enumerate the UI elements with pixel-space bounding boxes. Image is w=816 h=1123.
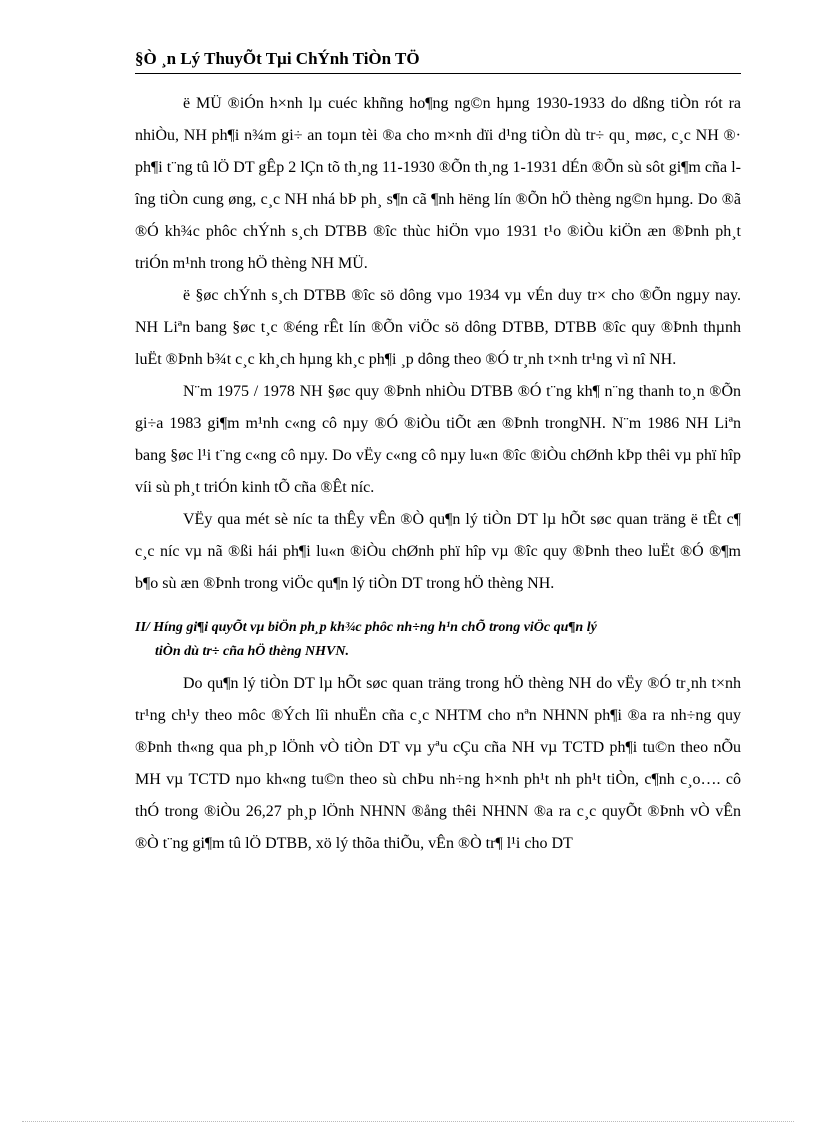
section-heading-ii [135,616,741,664]
paragraph-germany: ë §øc chÝnh s¸ch DTBB ®îc sö dông vµo 1934 vµ vÉn duy tr× cho ®Õn ngµy nay. NH Liªn bang §øc t¸c ®éng rÊt lín ®Õn viÖc sö dông DTBB, DTBB ®îc quy ®Þnh thµnh luËt ®Þnh b¾t c¸c kh¸ch hµng kh¸c ph¶i ¸p dông theo ®Ó tr¸nh t×nh tr¹ng vì nî NH. [135,287,741,368]
section-heading-line1: II/ Híng gi¶i quyÕt vµ biÖn ph¸p kh¾c phôc nh÷ng h¹n chÕ trong viÖc qu¶n lý [135,620,597,635]
paragraph-conclusion: VËy qua mét sè níc ta thÊy vÊn ®Ò qu¶n lý tiÒn DT lµ hÕt søc quan träng ë tÊt c¶ c¸c níc vµ nã ®ßi hái ph¶i lu«n ®iÒu chØnh phï hîp vµ ®îc quy ®Þnh theo luËt ®Ó ®¶m b¶o sù æn ®Þnh trong viÖc qu¶n lý tiÒn DT trong hÖ thèng NH. [135,511,741,592]
document-body [135,88,741,860]
paragraph-us-crisis: ë MÜ ®iÓn h×nh lµ cuéc khñng ho¶ng ng©n hµng 1930-1933 do dßng tiÒn rót ra nhiÒu, NH ph¶i n¾m gi÷ an toµn tèi ®a cho m×nh dïi d¹ng tiÒn dù tr÷ qu¸ møc, c¸c NH ®· ph¶i t¨ng tû lÖ DT gÊp 2 lÇn tõ th¸ng 11-1930 ®Õn th¸ng 1-1931 dÉn ®Õn sù sôt gi¶m cña lîng tiÒn cung øng, c¸c NH nhá bÞ ph¸ s¶n cã ¶nh hëng lín ®Õn hÖ thèng ng©n hµng. Do ®ã ®Ó kh¾c phôc chÝnh s¸ch DTBB ®îc thùc hiÖn vµo 1931 t¹o ®iÒu kiÖn æn ®Þnh ph¸t triÓn m¹nh trong hÖ thèng NH MÜ. [135,95,741,272]
page-header-title: §Ò ¸n Lý ThuyÕt Tµi ChÝnh TiÒn TÖ [135,48,741,74]
page-bottom-dotted-rule [22,1121,794,1122]
paragraph-solution: Do qu¶n lý tiÒn DT lµ hÕt søc quan träng trong hÖ thèng NH do vËy ®Ó tr¸nh t×nh tr¹ng ch¹y theo môc ®Ých lîi nhuËn cña c¸c NHTM cho nªn NHNN ph¶i ®a ra nh÷ng quy ®Þnh th«ng qua ph¸p lÖnh vÒ tiÒn DT vµ yªu cÇu cña NH vµ TCTD ph¶i tu©n theo nÕu MH vµ TCTD nµo kh«ng tu©n theo sù chÞu nh÷ng h×nh ph¹t nh ph¹t tiÒn, c¶nh c¸o…. cô thÓ trong ®iÒu 26,27 ph¸p lÖnh NHNN ®ång thêi NHNN ®a ra c¸c quyÕt ®Þnh vÒ vÊn ®Ò t¨ng gi¶m tû lÖ DTBB, xö lý thõa thiÕu, vÊn ®Ò tr¶ l¹i cho DT [135,675,741,852]
paragraph-germany-1975: N¨m 1975 / 1978 NH §øc quy ®Þnh nhiÒu DTBB ®Ó t¨ng kh¶ n¨ng thanh to¸n ®Õn gi÷a 1983 gi¶m m¹nh c«ng cô nµy ®Ó ®iÒu tiÕt æn ®Þnh trongNH. N¨m 1986 NH Liªn bang §øc l¹i t¨ng c«ng cô nµy. Do vËy c«ng cô nµy lu«n ®îc ®iÒu chØnh kÞp thêi vµ phï hîp víi sù ph¸t triÓn kinh tÕ cña ®Êt níc. [135,383,741,496]
section-heading-line2: tiÒn dù tr÷ cña hÖ thèng NHVN. [155,644,350,659]
